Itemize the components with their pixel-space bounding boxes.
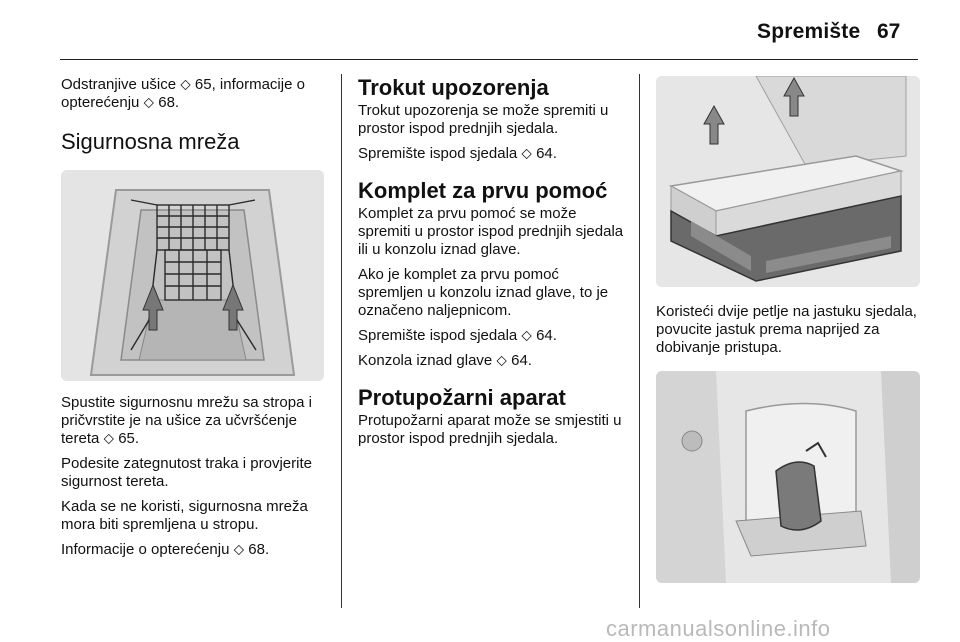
- column-2: [358, 76, 628, 455]
- paragraph-underseat-storage-ref-2: Spremište ispod sjedala ⬦ 64.: [358, 327, 557, 344]
- paragraph-underseat-storage-ref: Spremište ispod sjedala ⬦ 64.: [358, 145, 557, 162]
- cargo-net-illustration: [61, 170, 324, 381]
- paragraph-first-aid-label: Ako je komplet za prvu pomoć spremljen u konzolu iznad glave, to je označeno naljepnicom.: [358, 266, 609, 319]
- column-divider-1: [341, 74, 342, 608]
- paragraph-lower-net: Spustite sigurnosnu mrežu sa stropa i pričvrstite je na ušice za učvršćenje tereta ⬦ 65.: [61, 394, 312, 447]
- column-3: [656, 76, 920, 583]
- column-divider-2: [639, 74, 640, 608]
- page-header-title: Spremište: [757, 20, 861, 43]
- figure-cargo-net: [61, 170, 324, 381]
- seat-cushion-illustration: [656, 76, 920, 287]
- watermark: carmanualsonline.info: [606, 616, 831, 641]
- section-heading-first-aid: Komplet za prvu pomoć: [358, 178, 608, 203]
- figure-fire-extinguisher: [656, 371, 920, 583]
- fire-extinguisher-illustration: [656, 371, 920, 583]
- column-1: [61, 76, 329, 566]
- page-number: 67: [877, 20, 901, 43]
- section-heading-warning-triangle: Trokut upozorenja: [358, 75, 549, 100]
- section-heading-fire-extinguisher: Protupožarni aparat: [358, 385, 566, 410]
- header-rule: [60, 59, 918, 60]
- intro-paragraph: Odstranjive ušice ⬦ 65, informacije o opterećenju ⬦ 68.: [61, 76, 305, 111]
- paragraph-first-aid: Komplet za prvu pomoć se može spremiti u prostor ispod prednjih sjedala ili u konzolu iznad glave.: [358, 205, 624, 258]
- section-heading-safety-net: Sigurnosna mreža: [61, 129, 240, 154]
- paragraph-load-info: Informacije o opterećenju ⬦ 68.: [61, 541, 270, 558]
- paragraph-fire-extinguisher: Protupožarni aparat može se smjestiti u prostor ispod prednjih sjedala.: [358, 412, 622, 447]
- paragraph-adjust-straps: Podesite zategnutost traka i provjerite sigurnost tereta.: [61, 455, 312, 490]
- paragraph-pull-cushion: Koristeći dvije petlje na jastuku sjedala, povucite jastuk prema naprijed za dobivanje pristupa.: [656, 303, 917, 356]
- figure-seat-cushion: [656, 76, 920, 287]
- paragraph-overhead-console-ref: Konzola iznad glave ⬦ 64.: [358, 352, 532, 369]
- paragraph-storage-roof: Kada se ne koristi, sigurnosna mreža mora biti spremljena u stropu.: [61, 498, 308, 533]
- paragraph-warning-triangle: Trokut upozorenja se može spremiti u prostor ispod prednjih sjedala.: [358, 102, 609, 137]
